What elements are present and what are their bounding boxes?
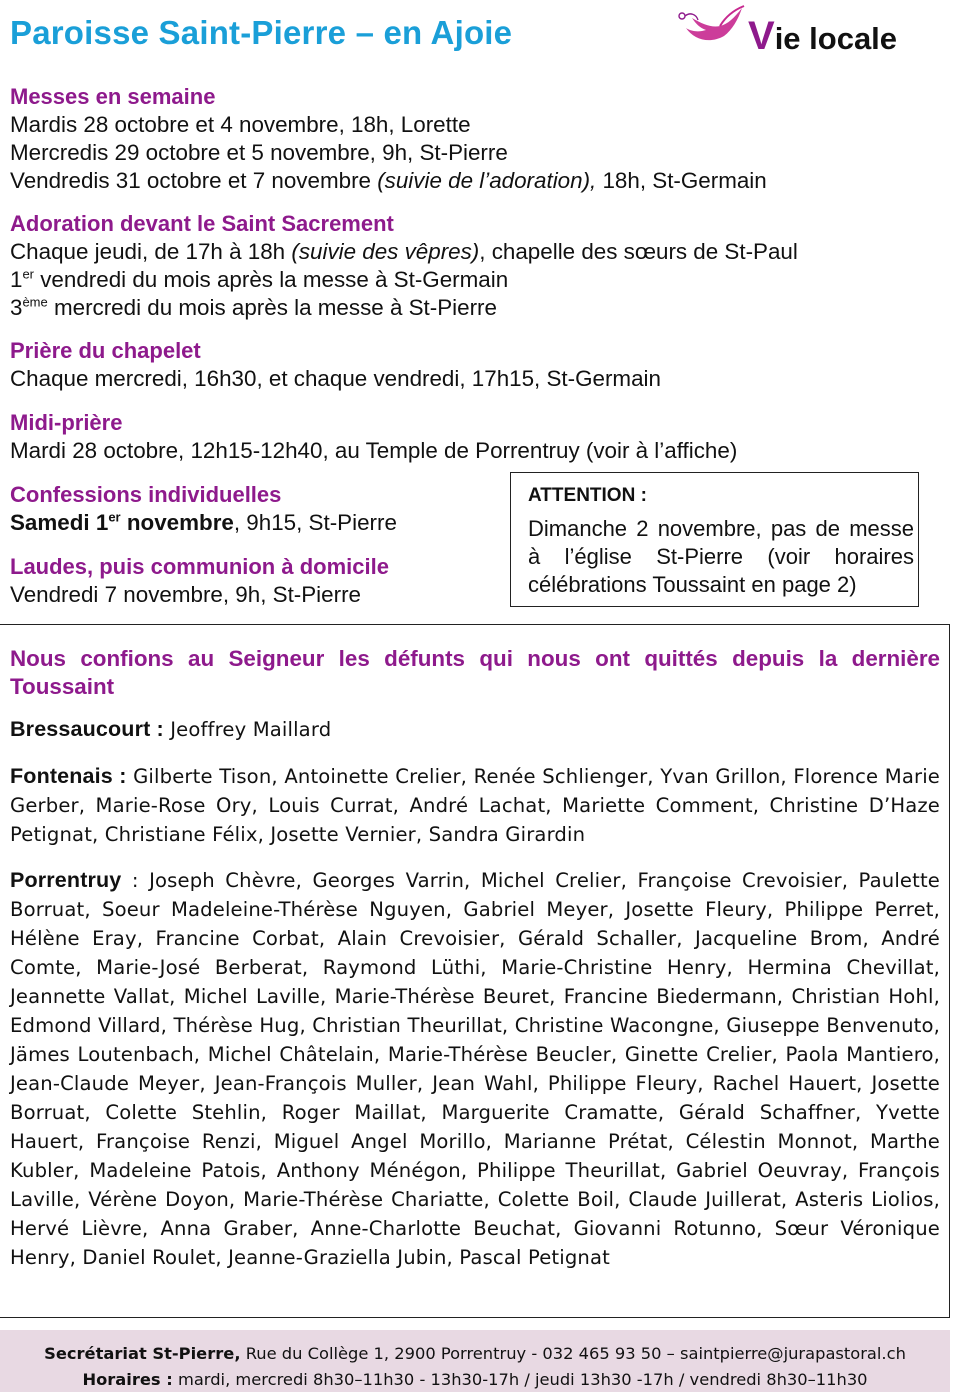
adoration-line-1a: Chaque jeudi, de 17h à 18h [10, 239, 292, 264]
logo-initial: V [748, 14, 775, 58]
adoration-line-1 [10, 238, 910, 266]
chapelet-heading: Prière du chapelet [10, 338, 201, 363]
logo-rest: ie locale [774, 21, 898, 56]
section-messes [10, 83, 910, 195]
page-title: Paroisse Saint-Pierre – en Ajoie [10, 14, 513, 51]
messes-line-3c: 18h, St-Germain [596, 168, 767, 193]
section-midi [10, 409, 910, 465]
logo-text [748, 16, 897, 57]
messes-line-3a: Vendredis 31 octobre et 7 novembre [10, 168, 378, 193]
adoration-heading: Adoration devant le Saint Sacrement [10, 211, 394, 236]
confessions-rest: , 9h15, St-Pierre [233, 510, 397, 535]
chapelet-line-1: Chaque mercredi, 16h30, et chaque vendredi, 17h15, St-Germain [10, 366, 661, 391]
town-fontenais [10, 762, 940, 849]
attention-body: Dimanche 2 novembre, pas de messe à l’église St-Pierre (voir horaires célébrations Toussaint en page 2) [528, 516, 914, 597]
confessions-line-1 [10, 509, 490, 537]
adoration-line-3 [10, 294, 910, 322]
midi-line-1: Mardi 28 octobre, 12h15-12h40, au Temple de Porrentruy (voir à l’affiche) [10, 438, 738, 463]
adoration-line-2-rest: vendredi du mois après la messe à St-Germain [34, 267, 509, 292]
attention-heading: ATTENTION : [528, 485, 647, 506]
adoration-line-1b: (suivie des vêpres) [291, 239, 480, 264]
messes-line-3b: (suivie de l’adoration), [377, 168, 597, 193]
town-names: Jeoffrey Maillard [163, 718, 332, 741]
town-name: Porrentruy [10, 868, 122, 892]
dove-icon [676, 2, 756, 54]
footer-hours-label: Horaires : [82, 1370, 173, 1389]
midi-heading: Midi-prière [10, 410, 123, 435]
section-adoration [10, 210, 910, 322]
town-names: : Joseph Chèvre, Georges Varrin, Michel Crelier, Françoise Crevoisier, Paulette Borruat, Soeur Madeleine-Thérèse Nguyen, Gabriel Meyer, Josette Fleury, Philippe Perret, Hélène Eray, Francine Corbat, Alain Crevoisier, Gérald Schaller, Jacqueline Brom, André Comte, Marie-José Berberat, Raymond Lüthi, Marie-Christine Henry, Hermina Chevillat, Jeannette Vallat, Michel Laville, Marie-Thérèse Beuret, Francine Biedermann, Christian Hohl, Edmond Villard, Thérèse Hug, Christian Theurillat, Christine Wacongne, Giuseppe Benvenuto, Jämes Loutenbach, Michel Châtelain, Marie-Thérèse Beucler, Ginette Crelier, Paola Mantiero, Jean-Claude Meyer, Jean-François Muller, Jean Wahl, Philippe Fleury, Rachel Hauert, Josette Borruat, Colette Stehlin, Roger Maillat, Marguerite Cramatte, Gérald Schaffner, Yvette Hauert, Françoise Renzi, Miguel Angel Morillo, Marianne Prétat, Célestin Monnot, Marthe Kubler, Madeleine Patois, Anthony Ménégon, Philippe Theurillat, Gabriel Oeuvray, François Laville, Vérène Doyon, Marie-Thérèse Chariatte, Colette Boil, Claude Juillerat, Asteris Liolios, Hervé Lièvre, Anna Graber, Anne-Charlotte Beuchat, Giovanni Rotunno, Sœur Véronique Henry, Daniel Roulet, Jeanne-Graziella Jubin, Pascal Petignat [10, 869, 940, 1269]
town-porrentruy [10, 866, 940, 1272]
messes-line-1: Mardis 28 octobre et 4 novembre, 18h, Lorette [10, 112, 471, 137]
confessions-bold-sup: er [108, 509, 121, 525]
laudes-heading: Laudes, puis communion à domicile [10, 554, 389, 579]
footer-line-1 [0, 1344, 950, 1363]
adoration-line-3-num: 3 [10, 295, 23, 320]
adoration-line-1c: , chapelle des sœurs de St-Paul [479, 239, 798, 264]
adoration-line-3-sup: ème [22, 294, 48, 310]
laudes-line-1: Vendredi 7 novembre, 9h, St-Pierre [10, 582, 361, 607]
adoration-line-2 [10, 266, 910, 294]
confessions-bold-a: Samedi 1 [10, 510, 109, 535]
messes-heading: Messes en semaine [10, 84, 216, 109]
confessions-heading: Confessions individuelles [10, 482, 282, 507]
section-confessions [10, 481, 490, 537]
confessions-bold [10, 510, 234, 535]
section-chapelet [10, 337, 910, 393]
vie-locale-logo [676, 2, 906, 58]
town-bressaucourt [10, 715, 940, 744]
footer-hours: mardi, mercredi 8h30–11h30 - 13h30-17h / jeudi 13h30 -17h / vendredi 8h30–11h30 [172, 1370, 868, 1389]
town-names: Gilberte Tison, Antoinette Crelier, Renée Schlienger, Yvan Grillon, Florence Marie Gerber, Marie-Rose Ory, Louis Currat, André Lachat, Mariette Comment, Christine D’Haze Petignat, Christiane Félix, Josette Vernier, Sandra Girardin [10, 765, 940, 846]
town-name: Fontenais : [10, 764, 127, 788]
town-name: Bressaucourt : [10, 717, 164, 741]
adoration-line-2-sup: er [22, 266, 35, 282]
footer-bar [0, 1330, 950, 1392]
deceased-box [0, 624, 950, 1318]
footer-secretariat-label: Secrétariat St-Pierre, [44, 1344, 241, 1363]
adoration-line-3-rest: mercredi du mois après la messe à St-Pierre [47, 295, 497, 320]
deceased-heading: Nous confions au Seigneur les défunts qui nous ont quittés depuis la dernière Toussaint [10, 646, 940, 699]
confessions-bold-b: novembre [120, 510, 234, 535]
messes-line-3 [10, 167, 910, 195]
adoration-line-2-num: 1 [10, 267, 23, 292]
footer-line-2 [0, 1370, 950, 1389]
footer-address: Rue du Collège 1, 2900 Porrentruy - 032 465 93 50 – saintpierre@jurapastoral.ch [240, 1344, 906, 1363]
messes-line-2: Mercredis 29 octobre et 5 novembre, 9h, St-Pierre [10, 140, 508, 165]
attention-box [510, 472, 919, 607]
section-laudes [10, 553, 490, 609]
